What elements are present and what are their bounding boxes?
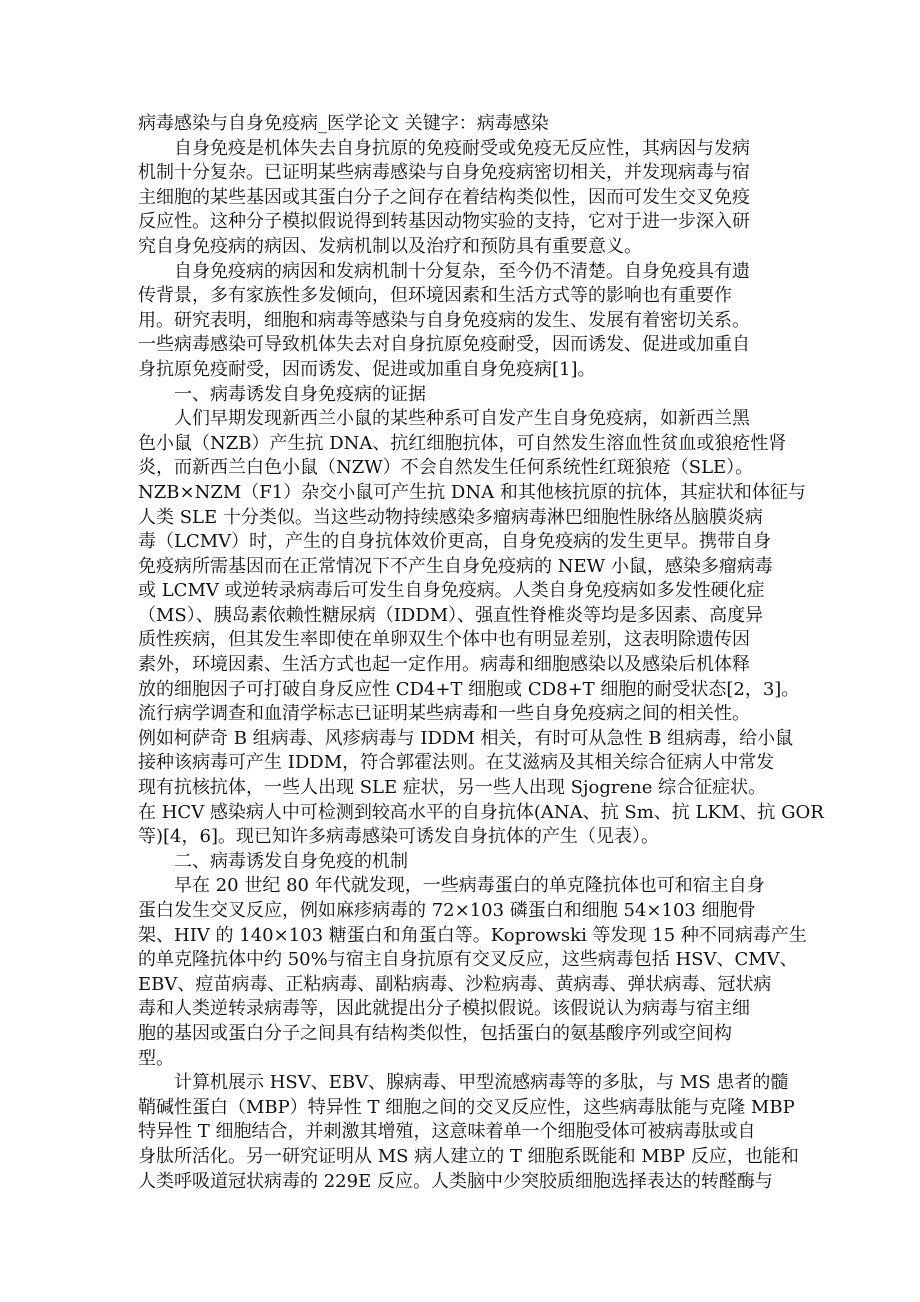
text-line: 二、病毒诱发自身免疫的机制	[174, 850, 408, 872]
text-line: 免疫病所需基因而在正常情况下不产生自身免疫病的 NEW 小鼠，感染多瘤病毒	[138, 555, 773, 577]
text-line: 蛋白发生交叉反应，例如麻疹病毒的 72×103 磷蛋白和细胞 54×103 细胞骨	[138, 900, 756, 921]
text-line: 接种该病毒可产生 IDDM，符合郭霍法则。在艾滋病及其相关综合征病人中常发	[138, 752, 775, 774]
paragraph	[138, 1071, 798, 1194]
text-line: 等)[4，6]。现已知许多病毒感染可诱发自身抗体的产生（见表）。	[138, 826, 659, 848]
text-line: 传背景，多有家族性多发倾向，但环境因素和生活方式等的影响也有重要作	[138, 285, 732, 307]
text-line: 例如柯萨奇 B 组病毒、风疹病毒与 IDDM 相关，有时可从急性 B 组病毒，给小鼠	[138, 727, 794, 749]
text-line: 质性疾病，但其发生率即使在单卵双生个体中也有明显差别，这表明除遗传因	[138, 629, 750, 651]
text-line: 毒和人类逆转录病毒等，因此就提出分子模拟假说。该假说认为病毒与宿主细	[138, 998, 750, 1020]
paragraph	[138, 874, 807, 1071]
paragraph	[138, 407, 824, 850]
text-line: 身抗原免疫耐受，因而诱发、促进或加重自身免疫病[1]。	[138, 358, 596, 380]
text-line: 人类呼吸道冠状病毒的 229E 反应。人类脑中少突胶质细胞选择表达的转醛酶与	[138, 1170, 773, 1192]
text-line: 一些病毒感染可导致机体失去对自身抗原免疫耐受，因而诱发、促进或加重自	[138, 334, 750, 356]
text-line: 在 HCV 感染病人中可检测到较高水平的自身抗体(ANA、抗 Sm、抗 LKM、抗 GOR	[138, 801, 824, 823]
text-line: 现有抗核抗体，一些人出现 SLE 症状，另一些人出现 Sjogrene 综合征症状。	[138, 777, 767, 799]
text-line: 机制十分复杂。已证明某些病毒感染与自身免疫病密切相关，并发现病毒与宿	[138, 162, 750, 184]
section-heading	[138, 850, 798, 875]
text-line: 计算机展示 HSV、EBV、腺病毒、甲型流感病毒等的多肽，与 MS 患者的髓	[174, 1072, 789, 1094]
text-line: 用。研究表明，细胞和病毒等感染与自身免疫病的发生、发展有着密切关系。	[138, 309, 750, 331]
text-line: 素外，环境因素、生活方式也起一定作用。病毒和细胞感染以及感染后机体释	[138, 654, 750, 676]
text-line: 色小鼠（NZB）产生抗 DNA、抗红细胞抗体，可自然发生溶血性贫血或狼疮性肾	[138, 432, 787, 454]
text-line: （MS）、胰岛素依赖性糖尿病（IDDM）、强直性脊椎炎等均是多因素、高度异	[138, 604, 764, 626]
text-line: 胞的基因或蛋白分子之间具有结构类似性，包括蛋白的氨基酸序列或空间构	[138, 1022, 732, 1044]
paragraph	[138, 137, 798, 260]
text-line: 或 LCMV 或逆转录病毒后可发生自身免疫病。人类自身免疫病如多发性硬化症	[138, 580, 765, 602]
text-line: 究自身免疫病的病因、发病机制以及治疗和预防具有重要意义。	[138, 235, 642, 257]
text-line: 身肽所活化。另一研究证明从 MS 病人建立的 T 细胞系既能和 MBP 反应，也能和	[138, 1145, 799, 1167]
text-line: 自身免疫病的病因和发病机制十分复杂，至今仍不清楚。自身免疫具有遗	[174, 260, 750, 282]
text-line: 特异性 T 细胞结合，并刺激其增殖，这意味着单一个细胞受体可被病毒肽或自	[138, 1121, 756, 1143]
text-line: 主细胞的某些基因或其蛋白分子之间存在着结构类似性，因而可发生交叉免疫	[138, 186, 750, 208]
text-line: 架、HIV 的 140×103 糖蛋白和角蛋白等。Koprowski 等发现 15 种不同病毒产生	[138, 924, 807, 946]
text-line: EBV、痘苗病毒、正粘病毒、副粘病毒、沙粒病毒、黄病毒、弹状病毒、冠状病	[138, 973, 772, 995]
paragraph	[138, 260, 798, 383]
text-line: NZB×NZM（F1）杂交小鼠可产生抗 DNA 和其他核抗原的抗体，其症状和体征与	[138, 481, 806, 503]
text-line: 自身免疫是机体失去自身抗原的免疫耐受或免疫无反应性，其病因与发病	[174, 137, 750, 159]
text-line: 的单克隆抗体中约 50%与宿主自身抗原有交叉反应，这些病毒包括 HSV、CMV、	[138, 949, 798, 971]
section-heading	[138, 383, 798, 408]
text-line: 鞘碱性蛋白（MBP）特异性 T 细胞之间的交叉反应性，这些病毒肽能与克隆 MBP	[138, 1096, 795, 1118]
text-line: 早在 20 世纪 80 年代就发现，一些病毒蛋白的单克隆抗体也可和宿主自身	[174, 875, 765, 897]
text-line: 人类 SLE 十分类似。当这些动物持续感染多瘤病毒淋巴细胞性脉络丛脑膜炎病	[138, 506, 763, 528]
document-title: 病毒感染与自身免疫病_医学论文 关键字：病毒感染	[138, 113, 549, 134]
text-line: 流行病学调查和血清学标志已证明某些病毒和一些自身免疫病之间的相关性。	[138, 703, 750, 725]
text-line: 一、病毒诱发自身免疫病的证据	[174, 383, 426, 405]
text-line: 毒（LCMV）时，产生的自身抗体效价更高，自身免疫病的发生更早。携带自身	[138, 531, 772, 553]
text-line: 型。	[138, 1047, 174, 1069]
text-line: 反应性。这种分子模拟假说得到转基因动物实验的支持，它对于进一步深入研	[138, 211, 750, 233]
text-line: 放的细胞因子可打破自身反应性 CD4+T 细胞或 CD8+T 细胞的耐受状态[2，3]。	[138, 678, 800, 700]
text-line: 人们早期发现新西兰小鼠的某些种系可自发产生自身免疫病，如新西兰黑	[174, 408, 750, 430]
document-body	[138, 112, 824, 1194]
text-line: 炎，而新西兰白色小鼠（NZW）不会自然发生任何系统性红斑狼疮（SLE）。	[138, 457, 754, 479]
